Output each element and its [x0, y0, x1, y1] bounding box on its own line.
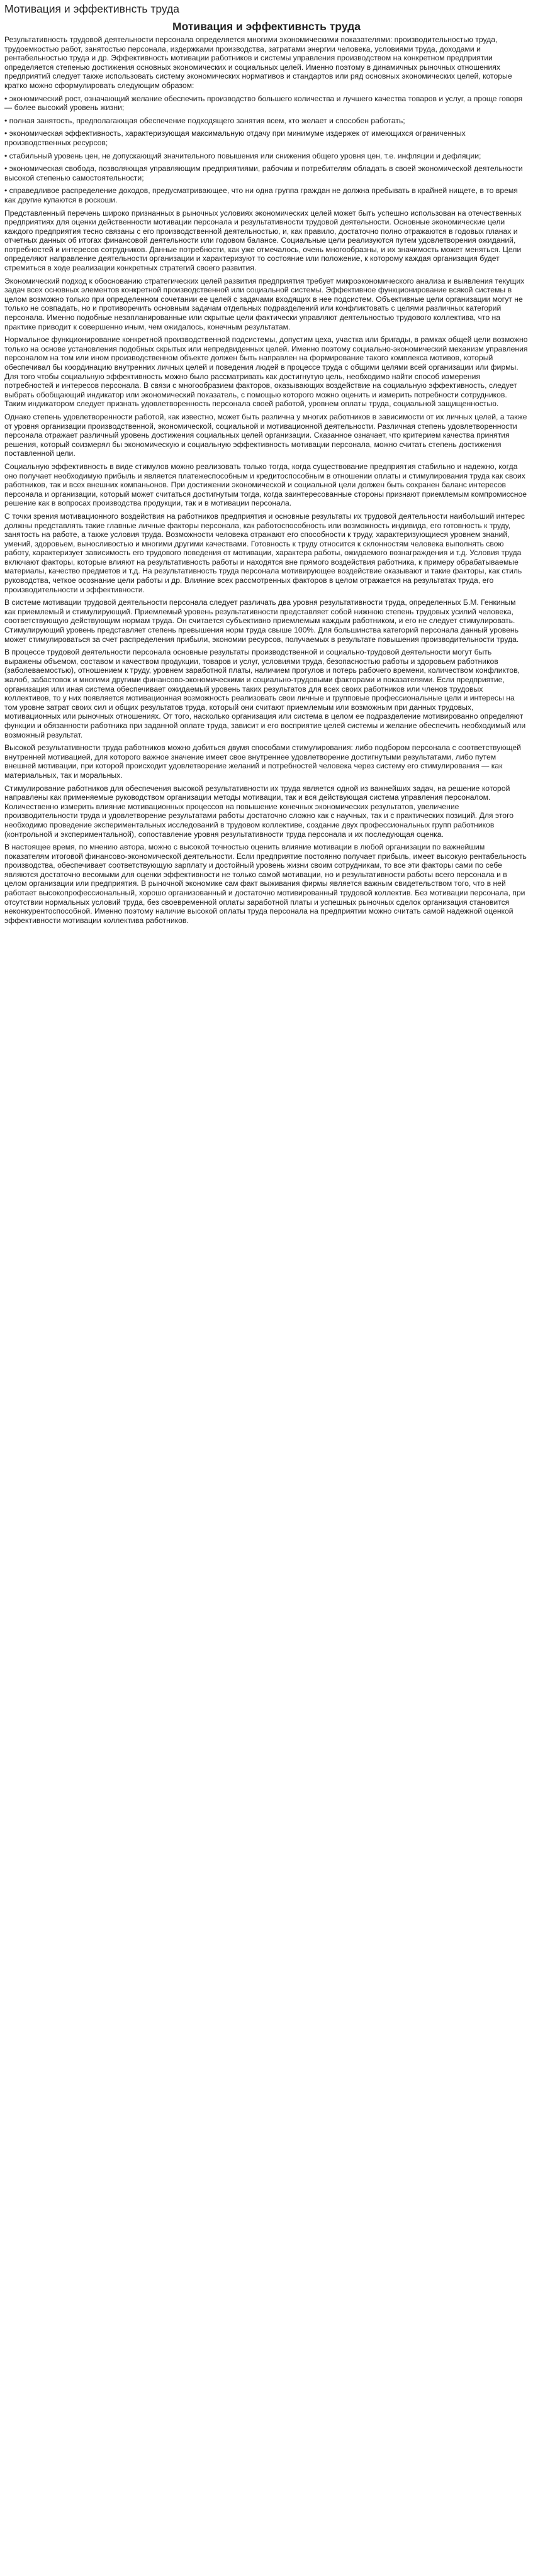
intro-paragraph: Результативность трудовой деятельности персонала определяется многими экономическими показателями: производительностью труда, трудоемкостью работ, занятостью персонала, издержками производства, затратами энергии человека, условиями труда, доходами и рентабельностью труда и др. Эффективность мотивации работников и системы управления производством на конкретном предприятии определяется степенью достижения основных экономических и социальных целей. Именно поэтому в динамичных рыночных отношениях предприятий следует также использовать систему экономических нормативов и стандартов или ряд основных экономических целей, которые кратко можно сформулировать следующим образом: — [4, 35, 512, 90]
list-item-full-employment: • полная занятость, предполагающая обеспечение подходящего занятия всем, кто желает и способен работать; — [4, 116, 405, 125]
body-paragraph: Однако степень удовлетворенности работой, как известно, может быть различна у многих работников в зависимости от их личных целей, а также от уровня организации производственной, экономической, социальной и мотивационной деятельности. Различная степень удовлетворенности персонала отражает различный уровень достижения социальных целей организации. Сказанное означает, что критерием качества принятия решения, который соизмерял бы экономическую и социальную эффективность мотивации персонала, можно считать степень достижения поставленной цели. — [4, 412, 527, 458]
body-paragraph: В системе мотивации трудовой деятельности персонала следует различать два уровня результативности труда, определенных Б.М. Генкиным как приемлемый и стимулирующий. Приемлемый уровень результативности представляет собой нижнюю степень трудовых усилий человека, соответствующую действующим нормам труда. Он считается субъективно приемлемым каждым работником, и его не следует стимулировать. Стимулирующий уровень представляет степень превышения норм труда свыше 100%. Для большинства категорий персонала данный уровень может стимулироваться за счет распределения прибыли, экономии ресурсов, получаемых в результате повышения производительности труда. — [4, 598, 519, 644]
list-item-fair-distribution: • справедливое распределение доходов, предусматривающее, что ни одна группа граждан не должна пребывать в крайней нищете, в то время как другие купаются в роскоши. — [4, 186, 518, 204]
article-title: Мотивация и эффективнсть труда — [172, 20, 361, 33]
body-paragraph: Стимулирование работников для обеспечения высокой результативности их труда является одной из важнейших задач, на решение которой направлены как применяемые руководством организации методы мотивации, так и вся действующая система управления персоналом. Количественно измерить влияние мотивационных процессов на повышение конечных экономических результатов, увеличение производительности труда и удовлетворение результатами работы достаточно сложно как с научных, так и с практических позиций. Для этого необходимо проведение экспериментальных исследований в трудовом коллективе, создание двух профессиональных групп работников (контрольной и экспериментальной), сопоставление уровня результативности труда персонала и их последующая оценка. — [4, 783, 514, 839]
list-item-economic-freedom: • экономическая свобода, позволяющая управляющим предприятиями, рабочим и потребителям обладать в своей экономической деятельности высокой степенью самостоятельности; — [4, 164, 523, 182]
page — [0, 0, 533, 936]
body-paragraph: Представленный перечень широко признанных в рыночных условиях экономических целей может быть успешно использован на отечественных предприятиях для оценки действенности мотивации персонала и результативности трудовой деятельности. Основные экономические цели каждого предприятия тесно связаны с его производственной деятельностью, и, как правило, достаточно полно отражаются в годовых планах и отчетных данных об итогах финансовой деятельности или годовом балансе. Социальные цели реализуются путем удовлетворения ожиданий, потребностей и интересов сотрудников. Данные потребности, как уже отмечалось, очень многообразны, и их значимость может меняться. Цели определяют направление деятельности организации и характеризуют то состояние или положение, к которому каждая организация будет стремиться в ходе реализации конкретных стратегий своего развития. — [4, 208, 522, 273]
page-top-title: Мотивация и эффективнсть труда — [4, 3, 179, 15]
list-item-economic-growth: • экономический рост, означающий желание обеспечить производство большего количества и лучшего качества товаров и услуг, а проще говоря — более высокий уровень жизни; — [4, 94, 523, 113]
body-paragraph: Экономический подход к обоснованию стратегических целей развития предприятия требует микроэкономического анализа и выявления текущих задач всех основных элементов конкретной производственной или социальной системы. Эффективное функционирование всякой системы в целом возможно только при определенном сочетании ее целей с задачами входящих в нее подсистем. Объективные цели организации могут не только не совпадать, но и противоречить основным задачам отдельных подразделений или конфликтовать с целями различных категорий персонала. Именно подобные незапланированные или скрытые цели фактически управляют деятельностью трудового коллектива, что на практике приводит к совершенно иным, чем ожидалось, конечным результатам. — [4, 276, 525, 331]
body-paragraph: Социальную эффективность в виде стимулов можно реализовать только тогда, когда существование предприятия стабильно и надежно, когда оно получает необходимую прибыль и является платежеспособным и кредитоспособным в отношении оплаты и стимулирования труда как своих работников, так и всех внешних компаньонов. При достижении экономической и социальной цели должен быть сохранен баланс интересов персонала и организации, который может считаться достигнутым тогда, когда заинтересованные стороны признают приемлемым компромиссное решение как в вопросах производства продукции, так и в мотивации персонала. — [4, 462, 527, 508]
body-paragraph: В процессе трудовой деятельности персонала основные результаты производственной и социально-трудовой деятельности могут быть выражены объемом, составом и качеством продукции, товаров и услуг, условиями труда, безопасностью работы и здоровьем работников (заболеваемостью), отношением к труду, уровнем заработной платы, наличием прогулов и потерь рабочего времени, количеством конфликтов, жалоб, забастовок и многими другими финансово-экономическими и социально-трудовыми факторами и показателями. Если предприятие, организация или иная система обеспечивает ожидаемый уровень таких результатов для всех своих работников или членов трудовых коллективов, то у них появляется мотивационная возможность реализовать свои личные и групповые профессиональные цели и интересы на том уровне затрат своих сил и общих результатов труда, который они считают приемлемым или возможным при данных трудовых, мотивационных или рыночных отношениях. От того, насколько организация или система в целом ее подразделение мотивированно определяют функции и обязанности работника при заданной оплате труда, зависит и его восприятие целей системы и желание обеспечить необходимый или возможный результат. — [4, 648, 526, 739]
body-paragraph: С точки зрения мотивационного воздействия на работников предприятия и основные результаты их трудовой деятельности наибольший интерес должны представлять такие главные личные факторы персонала, как работоспособность или возможность индивида, его готовность к труду, занятость на работе, а также условия труда. Возможности человека отражают его способности к труду, характеризующиеся уровнем знаний, умений, здоровьем, выносливостью и многими другими качествами. Готовность к труду относится к склонностям человека выполнять свою работу, характеризует зависимость его трудового поведения от мотивации, характера работы, ожидаемого вознаграждения и т.д. Условия труда включают факторы, которые влияют на результативность работы и находятся вне прямого воздействия работника, к примеру обрабатываемые материалы, качество предметов и т.д. На результативность труда персонала мотивирующее воздействие оказывают и такие факторы, как стиль руководства, четкое осознание цели работы и др. Влияние всех рассмотренных факторов в целом отражается на результатах труда, его производительности и эффективности. — [4, 511, 525, 594]
list-item-stable-prices: • стабильный уровень цен, не допускающий значительного повышения или снижения общего уровня цен, т.е. инфляции и дефляции; — [4, 151, 481, 160]
body-paragraph: В настоящее время, по мнению автора, можно с высокой точностью оценить влияние мотивации в любой организации по важнейшим показателям итоговой финансово-экономической деятельности. Если предприятие постоянно получает прибыль, имеет высокую рентабельность производства, обеспечивает соответствующую зарплату и достойный уровень жизни своим сотрудникам, то все эти факторы сами по себе являются достаточно весомыми для оценки эффективности не только самой мотивации, но и результативности работы всего персонала и в целом организации или предприятия. В рыночной экономике сам факт выживания фирмы является важным свидетельством того, что в ней работает высокопрофессиональный, хорошо организованный и достаточно мотивированный трудовой коллектив. Без мотивации персонала, при отсутствии нормальных условий труда, без своевременной оплаты заработной платы и успешных рыночных сделок организация становится неконкурентоспособной. Именно поэтому наличие высокой оплаты труда персонала на предприятии можно считать самой надежной оценкой эффективности мотивации коллектива работников. — [4, 843, 527, 925]
list-item-economic-efficiency: • экономическая эффективность, характеризующая максимальную отдачу при минимуме издержек от имеющихся ограниченных производственных ресурсов; — [4, 129, 466, 147]
body-paragraph: Нормальное функционирование конкретной производственной подсистемы, допустим цеха, участка или бригады, в рамках общей цели возможно только на основе установления подобных скрытых или непредвиденных целей. Именно поэтому социально-экономический механизм управления персоналом на том или ином производственном объекте должен быть направлен на формирование такого комплекса мотивов, который обеспечивал бы координацию внутренних личных целей и поведения людей в процессе труда с общими целями всей организации или фирмы. Для того чтобы социальную эффективность можно было рассматривать как достигнутую цель, необходимо найти способ измерения потребностей и интересов персонала. В связи с многообразием факторов, оказывающих воздействие на социальную эффективность, следует выбрать обобщающий индикатор или экономический показатель, с помощью которого можно оценить и измерить потребности сотрудников. Таким индикатором следует признать удовлетворенность персонала своей работой, уровнем оплаты труда, социальной защищенностью. — [4, 335, 528, 409]
body-paragraph: Высокой результативности труда работников можно добиться двумя способами стимулирования: либо подбором персонала с соответствующей внутренней мотивацией, для которого важное значение имеет свое внутреннее удовлетворение достигнутыми результатами, либо путем внешней мотивации, при которой происходит удовлетворение желаний и потребностей человека через систему его стимулирования — как материальных, так и моральных. — [4, 743, 521, 780]
